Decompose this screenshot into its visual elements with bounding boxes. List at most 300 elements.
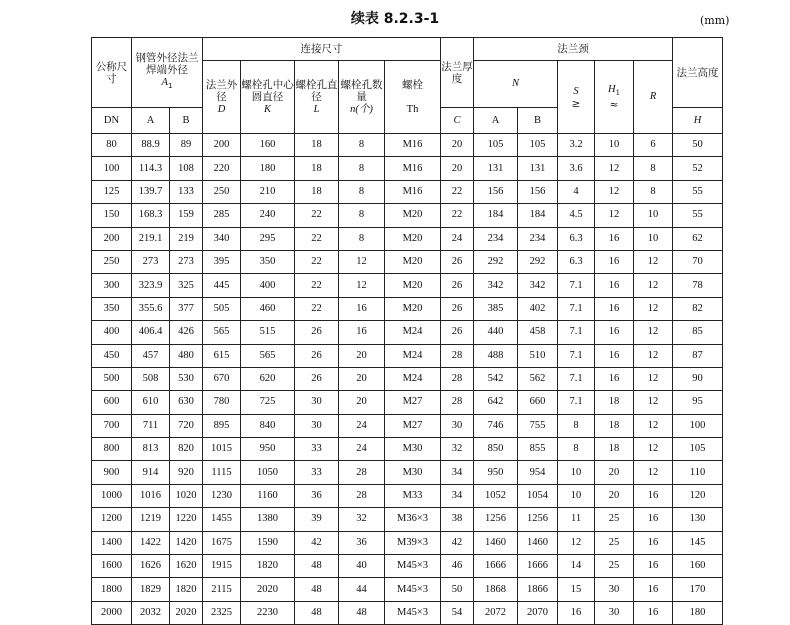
cell-bolt: M20 (385, 227, 441, 250)
cell-neck-b: 105 (518, 134, 558, 157)
flange-dimension-table (91, 37, 723, 625)
cell-neck-b: 1460 (518, 531, 558, 554)
cell-pipe-b: 219 (170, 227, 203, 250)
cell-s: 7.1 (558, 297, 595, 320)
cell-r: 12 (634, 297, 673, 320)
cell-r: 16 (634, 578, 673, 601)
cell-pipe-b: 1020 (170, 484, 203, 507)
header-s-relation: ≥ (571, 97, 581, 110)
cell-pipe-b: 820 (170, 438, 203, 461)
cell-bolt-count: 24 (339, 414, 385, 437)
cell-flange-od: 895 (203, 414, 241, 437)
cell-pipe-b: 1220 (170, 508, 203, 531)
cell-bolt-count: 20 (339, 367, 385, 390)
cell-bolt-circle: 1820 (241, 555, 295, 578)
cell-dn: 2000 (92, 601, 132, 624)
cell-bolt: M33 (385, 484, 441, 507)
cell-neck-b: 292 (518, 250, 558, 273)
cell-pipe-b: 480 (170, 344, 203, 367)
cell-bolt-circle: 350 (241, 250, 295, 273)
table-row (92, 134, 723, 157)
cell-neck-a: 746 (474, 414, 518, 437)
cell-bolt-count: 28 (339, 461, 385, 484)
header-bolt-count-label: 螺栓孔数量 (340, 78, 383, 103)
table-body (92, 134, 723, 625)
cell-neck-b: 1866 (518, 578, 558, 601)
cell-flange-od: 505 (203, 297, 241, 320)
header-thickness-label: 法兰厚度 (441, 60, 473, 85)
cell-neck-a: 184 (474, 204, 518, 227)
cell-s: 15 (558, 578, 595, 601)
cell-bolt-hole: 22 (295, 297, 339, 320)
cell-bolt-count: 12 (339, 274, 385, 297)
table-row (92, 274, 723, 297)
header-h1-symbol: H (608, 83, 616, 95)
cell-neck-b: 184 (518, 204, 558, 227)
cell-bolt-hole: 48 (295, 578, 339, 601)
cell-pipe-b: 1420 (170, 531, 203, 554)
cell-bolt-circle: 950 (241, 438, 295, 461)
cell-bolt-hole: 30 (295, 391, 339, 414)
cell-dn: 700 (92, 414, 132, 437)
cell-r: 12 (634, 391, 673, 414)
cell-h1: 18 (595, 391, 634, 414)
cell-thickness: 32 (441, 438, 474, 461)
header-pipe-col-a: A (132, 108, 170, 134)
cell-bolt-count: 8 (339, 180, 385, 203)
cell-pipe-b: 108 (170, 157, 203, 180)
cell-bolt: M45×3 (385, 555, 441, 578)
header-pipe-od-label: 钢管外径法兰焊端外径 (135, 52, 199, 77)
cell-height: 105 (673, 438, 723, 461)
cell-dn: 125 (92, 180, 132, 203)
cell-h1: 20 (595, 461, 634, 484)
cell-neck-a: 642 (474, 391, 518, 414)
cell-thickness: 34 (441, 461, 474, 484)
table-row (92, 321, 723, 344)
cell-h1: 12 (595, 180, 634, 203)
cell-neck-b: 1256 (518, 508, 558, 531)
cell-bolt: M20 (385, 297, 441, 320)
header-neck-n-symbol: N (474, 61, 558, 108)
cell-pipe-a: 355.6 (132, 297, 170, 320)
cell-bolt: M20 (385, 274, 441, 297)
cell-neck-a: 850 (474, 438, 518, 461)
cell-pipe-a: 114.3 (132, 157, 170, 180)
cell-flange-od: 395 (203, 250, 241, 273)
cell-h1: 25 (595, 531, 634, 554)
cell-neck-a: 2072 (474, 601, 518, 624)
cell-bolt-count: 16 (339, 297, 385, 320)
table-row (92, 227, 723, 250)
header-bolt-circle-symbol: K (263, 103, 271, 115)
table-row (92, 180, 723, 203)
cell-pipe-b: 630 (170, 391, 203, 414)
cell-flange-od: 250 (203, 180, 241, 203)
header-bolt-symbol: Th (406, 103, 419, 115)
cell-pipe-b: 89 (170, 134, 203, 157)
cell-h1: 16 (595, 250, 634, 273)
cell-height: 100 (673, 414, 723, 437)
cell-height: 110 (673, 461, 723, 484)
cell-bolt: M20 (385, 204, 441, 227)
cell-bolt-circle: 2230 (241, 601, 295, 624)
cell-bolt-circle: 840 (241, 414, 295, 437)
cell-r: 12 (634, 274, 673, 297)
cell-height: 180 (673, 601, 723, 624)
cell-dn: 100 (92, 157, 132, 180)
cell-pipe-b: 133 (170, 180, 203, 203)
cell-dn: 150 (92, 204, 132, 227)
cell-bolt-count: 12 (339, 250, 385, 273)
cell-r: 12 (634, 321, 673, 344)
cell-flange-od: 780 (203, 391, 241, 414)
cell-pipe-a: 406.4 (132, 321, 170, 344)
cell-height: 120 (673, 484, 723, 507)
table-row (92, 438, 723, 461)
cell-neck-b: 562 (518, 367, 558, 390)
cell-bolt: M24 (385, 321, 441, 344)
cell-pipe-a: 219.1 (132, 227, 170, 250)
cell-h1: 30 (595, 601, 634, 624)
cell-bolt-count: 8 (339, 157, 385, 180)
cell-bolt-count: 32 (339, 508, 385, 531)
cell-bolt-count: 8 (339, 227, 385, 250)
cell-flange-od: 615 (203, 344, 241, 367)
cell-neck-a: 105 (474, 134, 518, 157)
cell-r: 12 (634, 461, 673, 484)
cell-bolt-circle: 2020 (241, 578, 295, 601)
cell-r: 12 (634, 367, 673, 390)
table-title: 续表 8.2.3-1 (350, 11, 440, 27)
header-r-symbol: R (634, 61, 673, 134)
cell-s: 7.1 (558, 391, 595, 414)
header-s-cell (558, 61, 595, 134)
cell-bolt-hole: 30 (295, 414, 339, 437)
cell-pipe-a: 88.9 (132, 134, 170, 157)
header-s-symbol: S (573, 85, 579, 97)
header-bolt-circle-cell (241, 61, 295, 134)
cell-r: 12 (634, 344, 673, 367)
cell-dn: 1000 (92, 484, 132, 507)
cell-s: 4 (558, 180, 595, 203)
cell-flange-od: 1915 (203, 555, 241, 578)
cell-neck-a: 156 (474, 180, 518, 203)
cell-thickness: 28 (441, 391, 474, 414)
cell-r: 12 (634, 250, 673, 273)
cell-thickness: 28 (441, 344, 474, 367)
cell-bolt: M30 (385, 438, 441, 461)
header-bolt-count-cell (339, 61, 385, 134)
header-bolt-circle-label: 螺栓孔中心圆直径 (241, 78, 294, 103)
cell-thickness: 28 (441, 367, 474, 390)
cell-bolt-hole: 26 (295, 321, 339, 344)
cell-bolt-circle: 460 (241, 297, 295, 320)
cell-s: 12 (558, 531, 595, 554)
cell-pipe-b: 720 (170, 414, 203, 437)
cell-height: 52 (673, 157, 723, 180)
cell-s: 6.3 (558, 250, 595, 273)
cell-h1: 16 (595, 321, 634, 344)
header-neck-col-b: B (518, 108, 558, 134)
cell-bolt: M24 (385, 344, 441, 367)
cell-neck-b: 660 (518, 391, 558, 414)
cell-bolt: M36×3 (385, 508, 441, 531)
cell-bolt-hole: 26 (295, 344, 339, 367)
cell-s: 4.5 (558, 204, 595, 227)
cell-pipe-a: 168.3 (132, 204, 170, 227)
cell-pipe-a: 457 (132, 344, 170, 367)
cell-height: 50 (673, 134, 723, 157)
cell-neck-a: 385 (474, 297, 518, 320)
cell-height: 70 (673, 250, 723, 273)
cell-bolt-hole: 48 (295, 601, 339, 624)
cell-neck-b: 342 (518, 274, 558, 297)
cell-pipe-b: 273 (170, 250, 203, 273)
cell-bolt: M24 (385, 367, 441, 390)
cell-bolt-circle: 210 (241, 180, 295, 203)
cell-pipe-a: 610 (132, 391, 170, 414)
table-row (92, 601, 723, 624)
cell-dn: 80 (92, 134, 132, 157)
header-pipe-od-symbol: A (161, 77, 168, 89)
cell-flange-od: 565 (203, 321, 241, 344)
cell-neck-b: 510 (518, 344, 558, 367)
cell-bolt-hole: 33 (295, 438, 339, 461)
header-connection-label: 连接尺寸 (203, 38, 441, 61)
header-thickness-symbol: C (441, 108, 474, 134)
cell-bolt-circle: 1050 (241, 461, 295, 484)
table-row (92, 531, 723, 554)
cell-thickness: 42 (441, 531, 474, 554)
cell-neck-b: 2070 (518, 601, 558, 624)
cell-flange-od: 670 (203, 367, 241, 390)
cell-bolt-hole: 22 (295, 274, 339, 297)
cell-r: 8 (634, 157, 673, 180)
header-height-label: 法兰高度 (676, 66, 719, 79)
cell-dn: 800 (92, 438, 132, 461)
cell-pipe-b: 2020 (170, 601, 203, 624)
cell-s: 7.1 (558, 274, 595, 297)
header-h1-cell (595, 61, 634, 134)
cell-pipe-a: 1626 (132, 555, 170, 578)
cell-neck-a: 440 (474, 321, 518, 344)
cell-pipe-a: 1829 (132, 578, 170, 601)
cell-h1: 16 (595, 227, 634, 250)
cell-flange-od: 220 (203, 157, 241, 180)
cell-neck-b: 954 (518, 461, 558, 484)
table-row (92, 297, 723, 320)
cell-neck-b: 458 (518, 321, 558, 344)
cell-dn: 1600 (92, 555, 132, 578)
cell-neck-a: 292 (474, 250, 518, 273)
cell-dn: 1800 (92, 578, 132, 601)
cell-bolt-circle: 725 (241, 391, 295, 414)
cell-neck-a: 1460 (474, 531, 518, 554)
cell-bolt-circle: 1590 (241, 531, 295, 554)
cell-neck-b: 1666 (518, 555, 558, 578)
cell-pipe-b: 1620 (170, 555, 203, 578)
cell-h1: 12 (595, 204, 634, 227)
cell-neck-a: 1666 (474, 555, 518, 578)
cell-thickness: 54 (441, 601, 474, 624)
table-row (92, 250, 723, 273)
header-pipe-od-cell (132, 38, 203, 108)
cell-bolt-count: 16 (339, 321, 385, 344)
table-row (92, 204, 723, 227)
cell-height: 82 (673, 297, 723, 320)
cell-bolt-count: 48 (339, 601, 385, 624)
cell-s: 7.1 (558, 321, 595, 344)
cell-bolt-hole: 18 (295, 134, 339, 157)
cell-bolt-count: 20 (339, 391, 385, 414)
cell-thickness: 26 (441, 250, 474, 273)
cell-bolt-count: 40 (339, 555, 385, 578)
table-row (92, 508, 723, 531)
cell-thickness: 34 (441, 484, 474, 507)
cell-h1: 25 (595, 555, 634, 578)
cell-bolt-circle: 400 (241, 274, 295, 297)
header-bolt-cell (385, 61, 441, 134)
cell-pipe-a: 508 (132, 367, 170, 390)
table-row (92, 484, 723, 507)
cell-flange-od: 1230 (203, 484, 241, 507)
cell-bolt: M16 (385, 134, 441, 157)
cell-h1: 25 (595, 508, 634, 531)
header-bolt-hole-label: 螺栓孔直径 (295, 78, 338, 103)
table-row (92, 555, 723, 578)
cell-bolt-count: 20 (339, 344, 385, 367)
cell-dn: 200 (92, 227, 132, 250)
header-pipe-od-subscript: 1 (167, 82, 173, 91)
cell-dn: 400 (92, 321, 132, 344)
cell-dn: 600 (92, 391, 132, 414)
cell-h1: 16 (595, 367, 634, 390)
cell-r: 6 (634, 134, 673, 157)
cell-bolt-circle: 1380 (241, 508, 295, 531)
cell-bolt-circle: 1160 (241, 484, 295, 507)
table-row (92, 461, 723, 484)
cell-s: 11 (558, 508, 595, 531)
cell-bolt-circle: 160 (241, 134, 295, 157)
cell-thickness: 46 (441, 555, 474, 578)
header-neck-label: 法兰颈 (474, 38, 673, 61)
cell-s: 3.6 (558, 157, 595, 180)
cell-pipe-b: 159 (170, 204, 203, 227)
cell-height: 160 (673, 555, 723, 578)
cell-r: 12 (634, 438, 673, 461)
cell-bolt-hole: 42 (295, 531, 339, 554)
cell-s: 10 (558, 461, 595, 484)
cell-bolt-circle: 295 (241, 227, 295, 250)
cell-neck-b: 234 (518, 227, 558, 250)
cell-r: 8 (634, 180, 673, 203)
cell-pipe-b: 325 (170, 274, 203, 297)
cell-bolt: M27 (385, 391, 441, 414)
cell-height: 62 (673, 227, 723, 250)
cell-h1: 16 (595, 274, 634, 297)
cell-pipe-b: 530 (170, 367, 203, 390)
cell-height: 90 (673, 367, 723, 390)
header-bolt-hole-symbol: L (313, 103, 320, 115)
cell-bolt-hole: 18 (295, 180, 339, 203)
cell-bolt: M39×3 (385, 531, 441, 554)
cell-r: 16 (634, 484, 673, 507)
cell-pipe-a: 914 (132, 461, 170, 484)
header-flange-od-symbol: D (217, 103, 226, 115)
cell-dn: 300 (92, 274, 132, 297)
cell-pipe-a: 1219 (132, 508, 170, 531)
table-row (92, 414, 723, 437)
cell-bolt-hole: 22 (295, 250, 339, 273)
cell-h1: 16 (595, 344, 634, 367)
cell-s: 10 (558, 484, 595, 507)
cell-neck-a: 1052 (474, 484, 518, 507)
cell-s: 14 (558, 555, 595, 578)
cell-bolt-hole: 26 (295, 367, 339, 390)
cell-height: 170 (673, 578, 723, 601)
cell-neck-b: 1054 (518, 484, 558, 507)
cell-flange-od: 1015 (203, 438, 241, 461)
cell-s: 6.3 (558, 227, 595, 250)
cell-h1: 18 (595, 414, 634, 437)
cell-neck-a: 950 (474, 461, 518, 484)
header-height-symbol: H (673, 108, 723, 134)
cell-bolt-hole: 33 (295, 461, 339, 484)
cell-thickness: 50 (441, 578, 474, 601)
header-thickness-cell (441, 38, 474, 108)
cell-bolt-hole: 48 (295, 555, 339, 578)
cell-neck-a: 342 (474, 274, 518, 297)
cell-neck-a: 1868 (474, 578, 518, 601)
cell-bolt-count: 8 (339, 204, 385, 227)
cell-h1: 16 (595, 297, 634, 320)
header-flange-od-label: 法兰外径 (205, 78, 238, 103)
cell-s: 8 (558, 438, 595, 461)
cell-dn: 450 (92, 344, 132, 367)
table-row (92, 157, 723, 180)
cell-r: 16 (634, 531, 673, 554)
cell-neck-a: 542 (474, 367, 518, 390)
cell-h1: 12 (595, 157, 634, 180)
table-row (92, 344, 723, 367)
cell-dn: 1400 (92, 531, 132, 554)
cell-flange-od: 200 (203, 134, 241, 157)
cell-bolt-circle: 620 (241, 367, 295, 390)
cell-pipe-a: 1422 (132, 531, 170, 554)
cell-bolt-hole: 22 (295, 204, 339, 227)
cell-thickness: 22 (441, 180, 474, 203)
table-row (92, 391, 723, 414)
cell-bolt-count: 24 (339, 438, 385, 461)
header-bolt-count-symbol: n(个) (350, 103, 373, 115)
cell-height: 55 (673, 180, 723, 203)
cell-flange-od: 1115 (203, 461, 241, 484)
cell-bolt: M30 (385, 461, 441, 484)
cell-r: 16 (634, 508, 673, 531)
cell-bolt-circle: 515 (241, 321, 295, 344)
cell-dn: 350 (92, 297, 132, 320)
cell-neck-b: 156 (518, 180, 558, 203)
cell-dn: 500 (92, 367, 132, 390)
header-dn-symbol: DN (92, 108, 132, 134)
header-bolt-label: 螺栓 (402, 78, 424, 91)
cell-bolt-circle: 565 (241, 344, 295, 367)
cell-dn: 250 (92, 250, 132, 273)
cell-bolt: M16 (385, 180, 441, 203)
cell-bolt-hole: 39 (295, 508, 339, 531)
cell-pipe-a: 813 (132, 438, 170, 461)
